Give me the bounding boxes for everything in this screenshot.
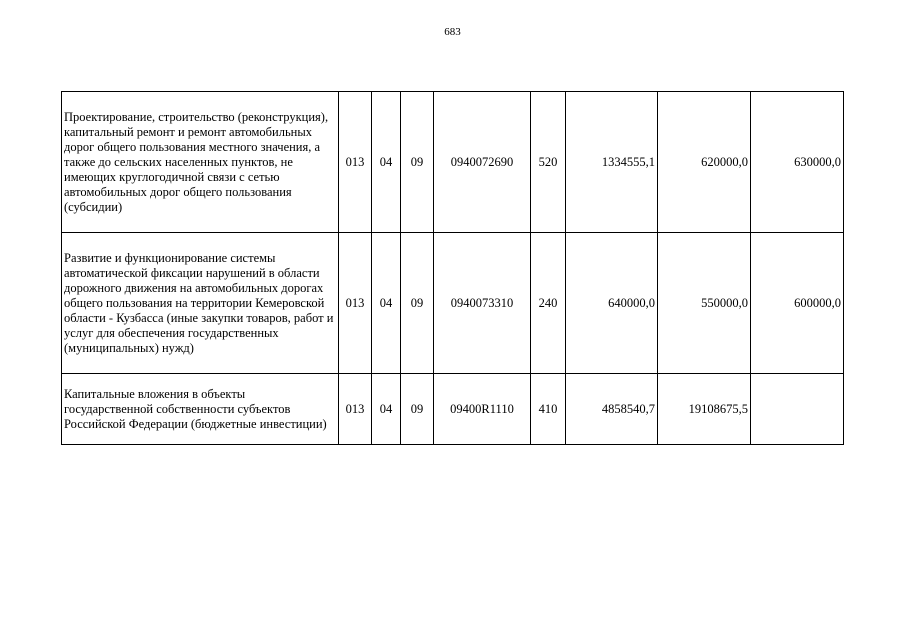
expense-type-cell: 240 (531, 233, 566, 374)
row-name-cell: Проектирование, строительство (реконструкция), капитальный ремонт и ремонт автомобильных дорог общего пользования местного значения, а также до сельских населенных пунктов, не имеющих круглогодичной связи с сетью автомобильных дорог общего пользования (субсидии) (62, 92, 339, 233)
subsection-code-cell: 09 (401, 233, 434, 374)
amount-year3-cell (751, 374, 844, 445)
section-code-cell: 04 (372, 233, 401, 374)
row-name-cell: Развитие и функционирование системы автоматической фиксации нарушений в области дорожного движения на автомобильных дорогах общего пользования на территории Кемеровской области - Кузбасса (иные закупки товаров, работ и услуг для обеспечения государственных (муниципальных) нужд) (62, 233, 339, 374)
expense-type-cell: 410 (531, 374, 566, 445)
amount-year2-cell: 19108675,5 (658, 374, 751, 445)
amount-year3-cell: 630000,0 (751, 92, 844, 233)
amount-year1-cell: 1334555,1 (566, 92, 658, 233)
expense-type-cell: 520 (531, 92, 566, 233)
table-row (62, 92, 844, 233)
ministry-code-cell: 013 (339, 233, 372, 374)
amount-year1-cell: 640000,0 (566, 233, 658, 374)
subsection-code-cell: 09 (401, 92, 434, 233)
row-name-cell: Капитальные вложения в объекты государственной собственности субъектов Российской Федерации (бюджетные инвестиции) (62, 374, 339, 445)
section-code-cell: 04 (372, 92, 401, 233)
target-code-cell: 0940072690 (434, 92, 531, 233)
subsection-code-cell: 09 (401, 374, 434, 445)
amount-year2-cell: 620000,0 (658, 92, 751, 233)
target-code-cell: 0940073310 (434, 233, 531, 374)
ministry-code-cell: 013 (339, 92, 372, 233)
target-code-cell: 09400R1110 (434, 374, 531, 445)
page-number: 683 (444, 26, 461, 38)
ministry-code-cell: 013 (339, 374, 372, 445)
amount-year2-cell: 550000,0 (658, 233, 751, 374)
budget-table (61, 91, 844, 445)
section-code-cell: 04 (372, 374, 401, 445)
table-row (62, 374, 844, 445)
amount-year3-cell: 600000,0 (751, 233, 844, 374)
amount-year1-cell: 4858540,7 (566, 374, 658, 445)
table-row (62, 233, 844, 374)
